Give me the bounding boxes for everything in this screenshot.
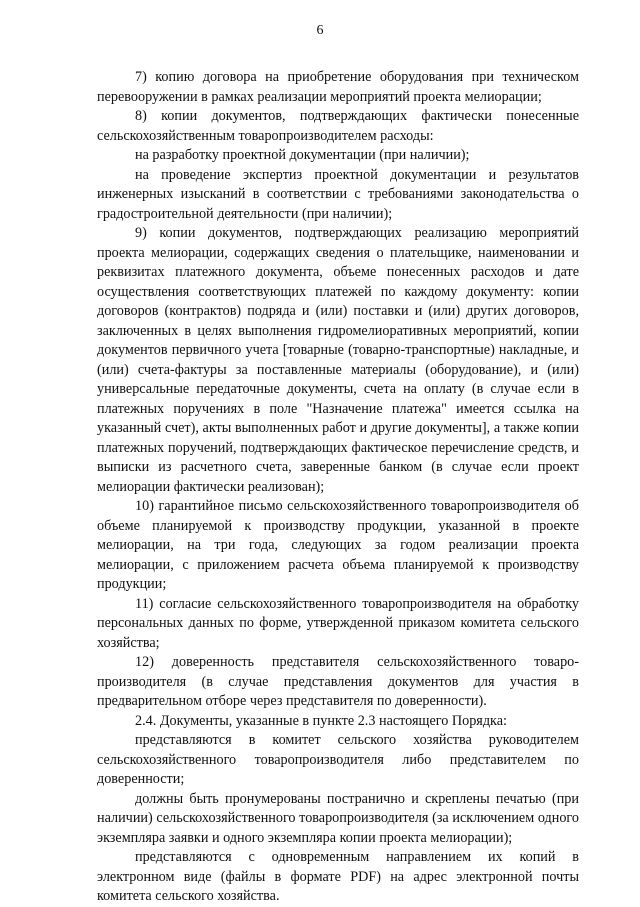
paragraph-submitted-by: представляются в комитет сельского хозяйства руководителем сельскохозяйственного товаропроизводителя либо представителем по доверенности; <box>97 732 579 787</box>
document-body <box>97 68 579 907</box>
paragraph-item-9: 9) копии документов, подтверждающих реализацию мероприятий проекта мелиорации, содержащих сведения о плательщике, наименовании и реквизитах платежного документа, объеме понесенных расходов и дате осуществления соответствующих платежей по каждому документу: копии договоров (контрактов) подряда и (или) поставки и (или) других договоров, заключенных в целях выполнения гидромелиоративных мероприятий, копии документов первичного учета [товарные (товарно-транспортные) накладные, и (или) счета-фактуры за поставленные материалы (оборудование), и (или) универсальные передаточные документы, счета на оплату (в случае если в платежных поручениях в поле "Назначение платежа" имеется ссылка на указанный счет), акты выполненных работ и другие документы], а также копии платежных поручений, подтверждающих фактическое перечисление средств, и выписки из расчетного счета, заверенные банком (в случае если проект мелиорации фактически реализован); <box>97 225 579 495</box>
paragraph-section-2-4: 2.4. Документы, указанные в пункте 2.3 настоящего Порядка: <box>135 712 507 729</box>
paragraph-numbered-sealed: должны быть пронумерованы постранично и скреплены печатью (при наличии) сельскохозяйственного товаропроизводителя (за исключением одного экземпляра заявки и одного экземпляра копии проекта мелиорации); <box>97 790 579 846</box>
paragraph-item-11: 11) согласие сельскохозяйственного товаропроизводителя на обработку персональных данных по форме, утвержденной приказом комитета сельского хозяйства; <box>97 595 579 651</box>
paragraph-item-10: 10) гарантийное письмо сельскохозяйственного товаропроизводителя об объеме планируемой к производству продукции, указанной в проекте мелиорации, на три года, следующих за годом реализации проекта мелиорации, с приложением расчета объема планируемой к производству продукции; <box>97 498 579 592</box>
paragraph-item-12: 12) доверенность представителя сельскохозяйственного товаро-производителя (в случае представления документов для участия в предварительном отборе через представителя по доверенности). <box>97 654 579 709</box>
paragraph-design-docs: на разработку проектной документации (при наличии); <box>135 147 470 163</box>
paragraph-item-8: 8) копии документов, подтверждающих фактически понесенные сельскохозяйственным товаропроизводителем расходы: <box>97 108 579 144</box>
page-number: 6 <box>316 23 324 38</box>
paragraph-electronic-copies: представляются с одновременным направлением их копий в электронном виде (файлы в формате PDF) на адрес электронной почты комитета сельского хозяйства. <box>97 849 579 904</box>
paragraph-item-7: 7) копию договора на приобретение оборудования при техническом перевооружении в рамках реализации мероприятий проекта мелиорации; <box>97 69 579 105</box>
paragraph-expertise: на проведение экспертиз проектной документации и результатов инженерных изысканий в соответствии с требованиями законодательства о градостроительной деятельности (при наличии); <box>97 166 579 222</box>
